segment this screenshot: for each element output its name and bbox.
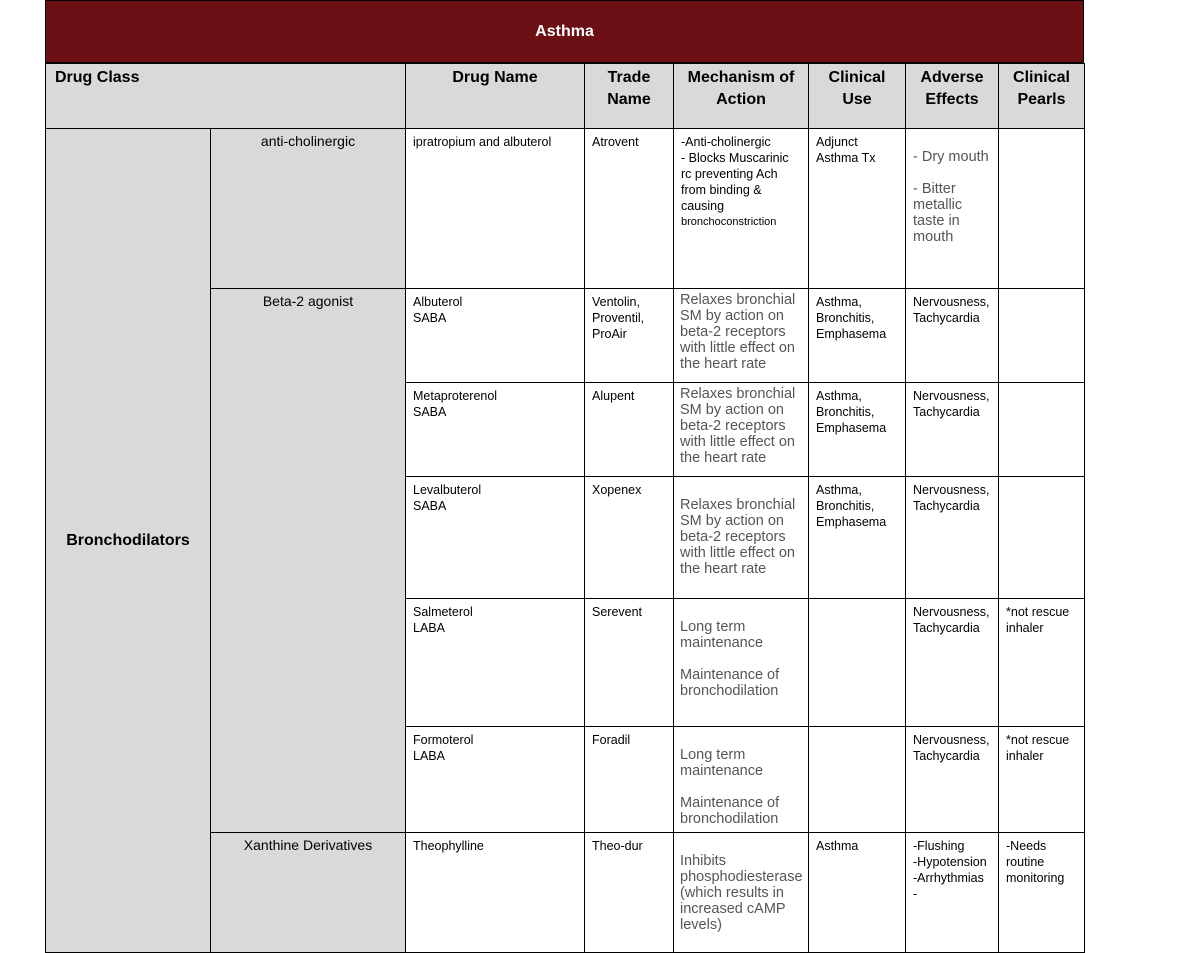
drug-name (406, 727, 585, 833)
table-title: Asthma (45, 0, 1084, 63)
trade-name: Atrovent (585, 129, 674, 289)
drug-name-text: Salmeterol (413, 605, 473, 619)
drug-type: SABA (413, 405, 447, 419)
mechanism: Relaxes bronchial SM by action on beta-2 receptors with little effect on the heart rate (674, 289, 809, 383)
subclass-xanthine: Xanthine Derivatives (211, 833, 406, 953)
drug-name (406, 477, 585, 599)
mechanism (674, 727, 809, 833)
adverse-effect-item: - Bitter metallic taste in mouth (913, 181, 963, 245)
adverse-effects: Nervousness, Tachycardia (906, 727, 999, 833)
trade-name: Ventolin, Proventil, ProAir (585, 289, 674, 383)
mechanism (674, 599, 809, 727)
mechanism: Inhibits phosphodiesterase (which results in increased cAMP levels) (674, 833, 809, 953)
adverse-effects: Nervousness, Tachycardia (906, 289, 999, 383)
mechanism-line: Maintenance of bronchodilation (680, 795, 780, 827)
header-mechanism: Mechanism of Action (674, 64, 809, 129)
clinical-use: Asthma, Bronchitis, Emphasema (809, 289, 906, 383)
trade-name: Xopenex (585, 477, 674, 599)
adverse-effects (906, 833, 999, 953)
mechanism-line: Maintenance of bronchodilation (680, 667, 780, 699)
drug-name-text: Formoterol (413, 733, 474, 747)
mechanism-line: bronchoconstriction (681, 216, 777, 228)
clinical-pearls: *not rescue inhaler (999, 727, 1085, 833)
header-adverse-effects: Adverse Effects (906, 64, 999, 129)
clinical-pearls (999, 289, 1085, 383)
adverse-effects: Nervousness, Tachycardia (906, 477, 999, 599)
clinical-use: Asthma, Bronchitis, Emphasema (809, 477, 906, 599)
adverse-effects: Nervousness, Tachycardia (906, 599, 999, 727)
header-drug-name: Drug Name (406, 64, 585, 129)
mechanism: Relaxes bronchial SM by action on beta-2 receptors with little effect on the heart rate (674, 477, 809, 599)
clinical-pearls: *not rescue inhaler (999, 599, 1085, 727)
trade-name: Serevent (585, 599, 674, 727)
asthma-drug-table (45, 63, 1085, 953)
header-row (46, 64, 1085, 129)
drug-name: Theophylline (406, 833, 585, 953)
header-trade-name: Trade Name (585, 64, 674, 129)
drug-name (406, 289, 585, 383)
clinical-pearls (999, 129, 1085, 289)
drug-class-cell (46, 129, 211, 953)
trade-name: Theo-dur (585, 833, 674, 953)
drug-name-text: Albuterol (413, 295, 463, 309)
adverse-effect-item: -Hypotension (913, 855, 987, 869)
adverse-effect-item: -Arrhythmias (913, 871, 984, 885)
table-row (46, 129, 1085, 289)
drug-name-text: Levalbuterol (413, 483, 482, 497)
header-drug-class: Drug Class (46, 64, 406, 129)
drug-name (406, 383, 585, 477)
clinical-use: Adjunct Asthma Tx (809, 129, 906, 289)
clinical-use (809, 727, 906, 833)
clinical-pearls (999, 477, 1085, 599)
subclass-anticholinergic: anti-cholinergic (211, 129, 406, 289)
subclass-beta2: Beta-2 agonist (211, 289, 406, 833)
adverse-effects: Nervousness, Tachycardia (906, 383, 999, 477)
mechanism-line: Long term maintenance (680, 619, 764, 651)
drug-type: LABA (413, 749, 445, 763)
mechanism-line: - Blocks Muscarinic rc preventing Ach from binding & causing (681, 151, 789, 213)
drug-type: SABA (413, 499, 447, 513)
adverse-effects (906, 129, 999, 289)
drug-type: SABA (413, 311, 447, 325)
clinical-pearls: -Needs routine monitoring (999, 833, 1085, 953)
clinical-use (809, 599, 906, 727)
clinical-use: Asthma (809, 833, 906, 953)
drug-class-label: Bronchodilators (66, 531, 190, 549)
mechanism-line: -Anti-cholinergic (681, 135, 771, 149)
drug-name (406, 599, 585, 727)
clinical-pearls (999, 383, 1085, 477)
header-clinical-pearls: Clinical Pearls (999, 64, 1085, 129)
drug-type: LABA (413, 621, 445, 635)
trade-name: Foradil (585, 727, 674, 833)
adverse-effect-item: - (913, 887, 918, 901)
drug-name: ipratropium and albuterol (406, 129, 585, 289)
adverse-effect-item: - Dry mouth (913, 149, 989, 165)
drug-name-text: Metaproterenol (413, 389, 498, 403)
mechanism (674, 129, 809, 289)
mechanism: Relaxes bronchial SM by action on beta-2 receptors with little effect on the heart rate (674, 383, 809, 477)
header-clinical-use: Clinical Use (809, 64, 906, 129)
clinical-use: Asthma, Bronchitis, Emphasema (809, 383, 906, 477)
trade-name: Alupent (585, 383, 674, 477)
mechanism-line: Long term maintenance (680, 747, 764, 779)
adverse-effect-item: -Flushing (913, 839, 965, 853)
